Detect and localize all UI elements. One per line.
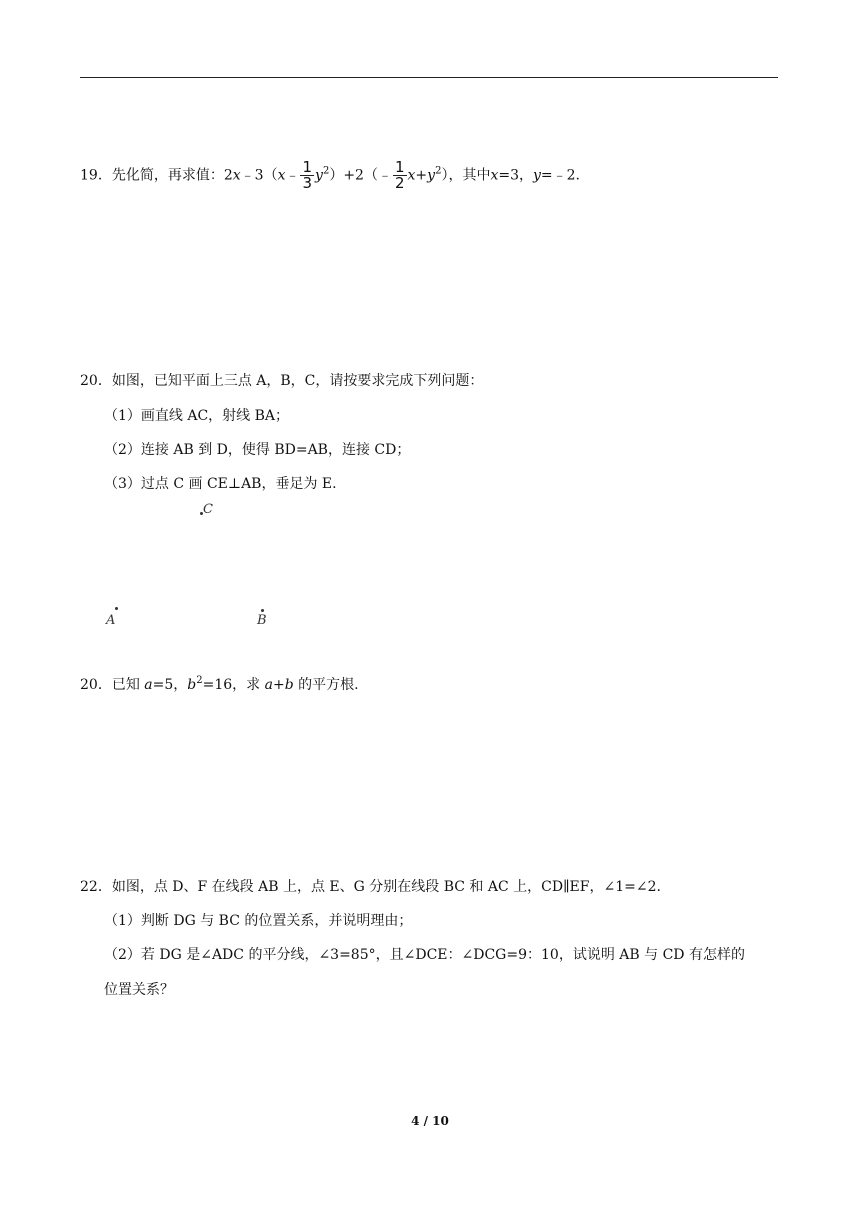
q20b-text-2: =5， [152, 677, 188, 693]
q19-text-8: =﹣2. [540, 167, 581, 184]
q22-stem: 22．如图，点 D、F 在线段 AB 上，点 E、G 分别在线段 BC 和 AC 上，CD∥EF，∠1=∠2. [80, 879, 661, 895]
q22-part-2-line-1: （2）若 DG 是∠ADC 的平分线，∠3=85°，且∠DCE：∠DCG=9：10，试说明 AB 与 CD 有怎样的 [104, 947, 745, 963]
q22-part-2-line-2: 位置关系？ [104, 982, 174, 998]
q19-text-1: 先化简，再求值：2 [111, 167, 233, 184]
q20a-part-3: （3）过点 C 画 CE⊥AB，垂足为 E. [104, 476, 337, 492]
q20a-part-2: （2）连接 AB 到 D，使得 BD=AB，连接 CD； [104, 442, 411, 458]
q20b-text-3: =16，求 [202, 677, 261, 693]
q19-fraction-1-numerator: 1 [302, 158, 313, 176]
q19-fraction-2-numerator: 1 [394, 158, 405, 176]
q19-var-x-3: x [407, 167, 416, 184]
q19-text-5: + [415, 167, 428, 184]
q20b-text-4: 的平方根. [298, 677, 359, 693]
q19-fraction-1 [300, 160, 314, 191]
q19-var-x-2: x [277, 167, 286, 184]
q19-text-7: =3， [498, 167, 533, 184]
q20b-expr-sum: a+b [264, 677, 294, 693]
q20b-var-a: a [144, 677, 153, 693]
q19-fraction-2-denominator: 2 [394, 174, 405, 192]
q20b-exponent: 2 [196, 675, 203, 686]
point-b-dot [261, 609, 264, 612]
q20a-stem: 20．如图，已知平面上三点 A，B，C，请按要求完成下列问题： [80, 373, 484, 389]
q20b-text-1: 20．已知 [80, 677, 140, 693]
q19-fraction-2 [393, 160, 407, 191]
q19-number: 19． [80, 167, 112, 184]
q20a-part-1: （1）画直线 AC，射线 BA； [104, 408, 290, 424]
q19-text-6: ），其中 [441, 167, 491, 184]
q19-text-2: ﹣3（ [240, 167, 278, 184]
q19-exponent-1: 2 [322, 165, 330, 177]
header-rule [80, 77, 778, 78]
q19-text-4: ）+2（﹣ [329, 167, 392, 184]
q19-var-y-2: y [427, 167, 436, 184]
q19-var-y-1: y [315, 167, 323, 184]
q19-text-3: ﹣ [285, 167, 300, 184]
q20b-stem [80, 675, 359, 695]
q19-var-y-3: y [533, 167, 541, 184]
point-b-label: B [257, 613, 267, 628]
point-a-label: A [106, 613, 116, 628]
q19-fraction-1-denominator: 3 [302, 174, 313, 192]
q19-var-x-1: x [232, 167, 241, 184]
point-c-label: C [203, 502, 213, 517]
q19-var-x-4: x [490, 167, 499, 184]
page-number: 4 / 10 [411, 1114, 449, 1128]
point-a-dot [115, 607, 118, 610]
q19-exponent-2: 2 [435, 165, 442, 177]
question-19 [80, 160, 580, 191]
q20b-var-b: b [187, 677, 197, 693]
q22-part-1: （1）判断 DG 与 BC 的位置关系，并说明理由； [104, 913, 413, 929]
